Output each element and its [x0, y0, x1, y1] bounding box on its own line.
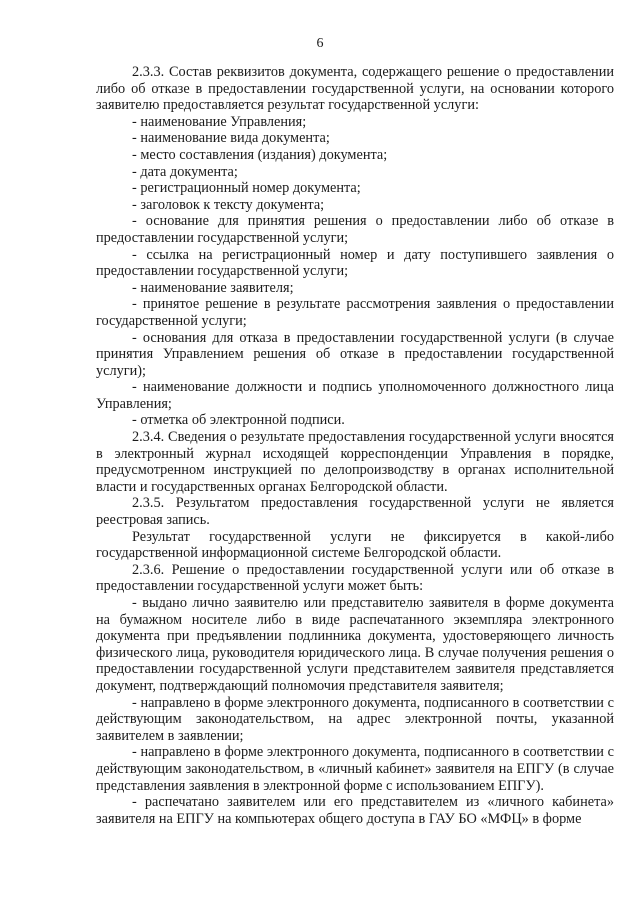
paragraph-result-not-recorded: Результат государственной услуги не фиксируется в какой-либо государственной информационной системе Белгородской области.	[96, 528, 614, 562]
list-item: - распечатано заявителем или его представителем из «личного кабинета» заявителя на ЕПГУ на компьютерах общего доступа в ГАУ БО «МФЦ» в форме	[96, 794, 614, 827]
page-number: 6	[316, 36, 324, 51]
list-item: - наименование должности и подпись уполномоченного должностного лица Управления;	[96, 379, 614, 412]
list-item: - заголовок к тексту документа;	[132, 196, 325, 213]
list-item: - выдано лично заявителю или представителю заявителя в форме документа на бумажном носителе либо в виде распечатанного экземпляра электронного документа при предъявлении подлинника документа, удостоверяющего личность физического лица, руководителя юридического лица. В случае получения решения о предоставлении государственной услуги представителем заявителя представляется документ, подтверждающий полномочия представителя заявителя;	[96, 595, 614, 694]
paragraph-2-3-3: 2.3.3. Состав реквизитов документа, содержащего решение о предоставлении либо об отказе в предоставлении государственной услуги, на основании которого заявителю предоставляется результат государственной услуги:	[96, 64, 614, 114]
list-item: - место составления (издания) документа;	[132, 146, 388, 163]
list-item: - основание для принятия решения о предоставлении либо об отказе в предоставлении государственной услуги;	[96, 213, 614, 246]
list-item: - регистрационный номер документа;	[132, 180, 361, 197]
list-item: - направлено в форме электронного документа, подписанного в соответствии с действующим законодательством, в «личный кабинет» заявителя на ЕПГУ (в случае представления заявления в электронной форме с использованием ЕПГУ).	[96, 744, 614, 794]
list-item: - принятое решение в результате рассмотрения заявления о предоставлении государственной услуги;	[96, 296, 614, 329]
list-item: - наименование Управления;	[132, 113, 307, 130]
paragraph-2-3-5: 2.3.5. Результатом предоставления государственной услуги не является реестровая запись.	[96, 495, 614, 529]
list-item: - наименование вида документа;	[132, 130, 330, 147]
list-item: - ссылка на регистрационный номер и дату поступившего заявления о предоставлении государственной услуги;	[96, 246, 614, 280]
document-body	[96, 64, 614, 827]
list-item: - направлено в форме электронного документа, подписанного в соответствии с действующим законодательством, на адрес электронной почты, указанной заявителем в заявлении;	[96, 694, 614, 744]
list-item: - основания для отказа в предоставлении государственной услуги (в случае принятия Управлением решения об отказе в предоставлении государственной услуги);	[96, 329, 614, 379]
paragraph-2-3-4: 2.3.4. Сведения о результате предоставления государственной услуги вносятся в электронный журнал исходящей корреспонденции Управления в порядке, предусмотренном инструкцией по делопроизводству в органах исполнительной власти и государственных органах Белгородской области.	[96, 429, 614, 495]
list-item: - дата документа;	[132, 163, 238, 180]
list-item: - наименование заявителя;	[132, 279, 294, 296]
paragraph-2-3-6: 2.3.6. Решение о предоставлении государственной услуги или об отказе в предоставлении государственной услуги может быть:	[96, 561, 614, 595]
list-item: - отметка об электронной подписи.	[132, 412, 345, 429]
